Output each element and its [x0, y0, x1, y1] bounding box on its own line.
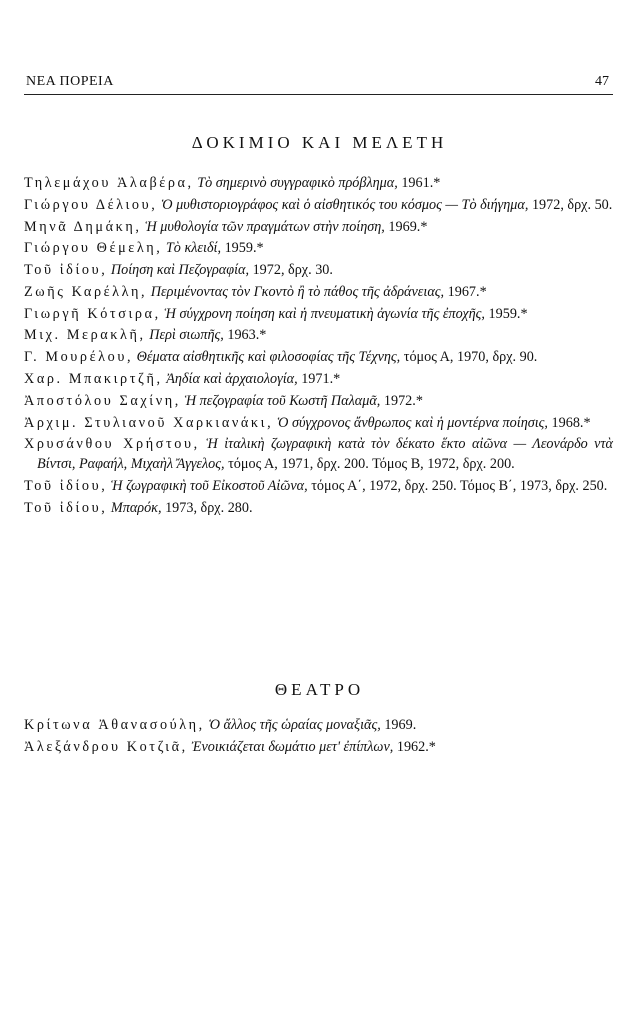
- entry-title: Ἡ πεζογραφία τοῦ Κωστῆ Παλαμᾶ,: [184, 392, 381, 409]
- entry-publication: 1961.*: [401, 175, 441, 191]
- bibliography-entry: [24, 283, 613, 303]
- entry-author: Τοῦ ἰδίου,: [24, 262, 108, 279]
- entry-publication: 1963.*: [227, 327, 267, 344]
- essay-list: [24, 174, 613, 520]
- bibliography-entry: [24, 414, 613, 434]
- bibliography-entry: [24, 305, 613, 325]
- page-number: 47: [595, 74, 609, 89]
- bibliography-entry: [24, 499, 613, 519]
- journal-title: ΝΕΑ ΠΟΡΕΙΑ: [26, 74, 114, 89]
- bibliography-entry: [24, 348, 613, 368]
- entry-publication: 1959.*: [224, 240, 264, 257]
- entry-author: Μιχ. Μερακλῆ,: [24, 327, 146, 344]
- entry-author: Μηνᾶ Δημάκη,: [24, 218, 142, 235]
- theatre-list: [24, 716, 613, 760]
- entry-publication: τόμος Α΄, 1972, δρχ. 250. Τόμος Β΄, 1973, δρχ. 250.: [311, 477, 608, 494]
- bibliography-entry: [24, 261, 613, 281]
- entry-title: Περὶ σιωπῆς,: [149, 327, 224, 344]
- bibliography-entry: [24, 196, 613, 216]
- entry-title: Ἐνοικιάζεται δωμάτιο μετ' ἐπίπλων,: [191, 738, 394, 755]
- entry-publication: 1972, δρχ. 50.: [531, 196, 613, 213]
- bibliography-entry: [24, 239, 613, 259]
- entry-author: Ἀποστόλου Σαχίνη,: [24, 392, 181, 409]
- entry-publication: 1969.: [384, 717, 417, 733]
- entry-author: Τοῦ ἰδίου,: [24, 499, 108, 516]
- entry-publication: 1969.*: [388, 218, 428, 235]
- entry-title: Ὁ ἄλλος τῆς ὡραίας μοναξιᾶς,: [208, 717, 381, 733]
- entry-author: Ζωῆς Καρέλλη,: [24, 283, 148, 300]
- section-heading-theatre: ΘΕΑΤΡΟ: [274, 680, 365, 699]
- entry-title: Ποίηση καὶ Πεζογραφία,: [110, 262, 250, 279]
- entry-author: Ἀρχιμ. Στυλιανοῦ Χαρκιανάκι,: [24, 414, 274, 431]
- entry-title: Ἀηδία καὶ ἀρχαιολογία,: [166, 371, 298, 388]
- entry-publication: 1971.*: [301, 371, 341, 388]
- entry-title: Ἡ ζωγραφικὴ τοῦ Εἰκοστοῦ Αἰῶνα,: [110, 477, 308, 494]
- bibliography-entry: [24, 435, 613, 474]
- entry-publication: 1967.*: [447, 283, 487, 300]
- bibliography-entry: [24, 326, 613, 346]
- entry-author: Γιωργῆ Κότσιρα,: [24, 305, 161, 322]
- entry-publication: 1972, δρχ. 30.: [252, 262, 333, 279]
- entry-publication: 1972.*: [383, 392, 423, 409]
- entry-author: Χαρ. Μπακιρτζῆ,: [24, 371, 163, 388]
- running-head: [24, 72, 613, 95]
- entry-title: Τὸ σημερινὸ συγγραφικὸ πρόβλημα,: [197, 175, 398, 191]
- entry-author: Γιώργου Δέλιου,: [24, 196, 158, 213]
- entry-title: Μπαρόκ,: [110, 499, 162, 516]
- entry-publication: τόμος Α, 1970, δρχ. 90.: [403, 349, 538, 366]
- entry-publication: 1968.*: [551, 414, 591, 431]
- entry-author: Τηλεμάχου Ἀλαβέρα,: [24, 175, 194, 191]
- entry-author: Χρυσάνθου Χρήστου,: [24, 436, 200, 453]
- entry-author: Ἀλεξάνδρου Κοτζιᾶ,: [24, 738, 188, 755]
- entry-author: Τοῦ ἰδίου,: [24, 477, 108, 494]
- bibliography-entry: [24, 392, 613, 412]
- entry-title: Ἡ μυθολογία τῶν πραγμάτων στὴν ποίηση,: [145, 218, 385, 235]
- entry-title: Τὸ κλειδί,: [165, 240, 222, 257]
- bibliography-entry: [24, 477, 613, 497]
- entry-title: Περιμένοντας τὸν Γκοντὸ ἢ τὸ πάθος τῆς ἀδράνειας,: [150, 283, 445, 300]
- entry-title: Ὁ σύγχρονος ἄνθρωπος καὶ ἡ μοντέρνα ποίησις,: [276, 414, 548, 431]
- entry-title: Θέματα αἰσθητικῆς καὶ φιλοσοφίας τῆς Τέχνης,: [136, 349, 401, 366]
- entry-publication: 1962.*: [396, 738, 436, 755]
- entry-title: Ὁ μυθιστοριογράφος καὶ ὁ αἰσθητικός του κόσμος — Τὸ διήγημα,: [160, 196, 529, 213]
- entry-author: Κρίτωνα Ἀθανασούλη,: [24, 717, 205, 733]
- bibliography-entry: [24, 370, 613, 390]
- entry-publication: τόμος Α, 1971, δρχ. 200. Τόμος Β, 1972, δρχ. 200.: [228, 455, 515, 472]
- bibliography-entry: [24, 738, 613, 758]
- entry-title: Ἡ σύγχρονη ποίηση καὶ ἡ πνευματικὴ ἀγωνία τῆς ἐποχῆς,: [164, 305, 485, 322]
- section-heading-essay: ΔΟΚΙΜΙΟ ΚΑΙ ΜΕΛΕΤΗ: [191, 133, 448, 152]
- entry-publication: 1973, δρχ. 280.: [165, 499, 253, 516]
- bibliography-entry: [24, 218, 613, 238]
- entry-title: Ἡ ἰταλικὴ ζωγραφικὴ κατὰ τὸν δέκατο ἕκτο αἰῶνα — Λεονάρδο ντὰ Βίντσι, Ραφαήλ, Μιχαὴλ Ἄγγελος,: [37, 436, 614, 472]
- bibliography-entry: [24, 716, 613, 736]
- entry-publication: 1959.*: [488, 305, 528, 322]
- entry-author: Γ. Μουρέλου,: [24, 349, 134, 366]
- bibliography-entry: [24, 174, 613, 194]
- entry-author: Γιώργου Θέμελη,: [24, 240, 163, 257]
